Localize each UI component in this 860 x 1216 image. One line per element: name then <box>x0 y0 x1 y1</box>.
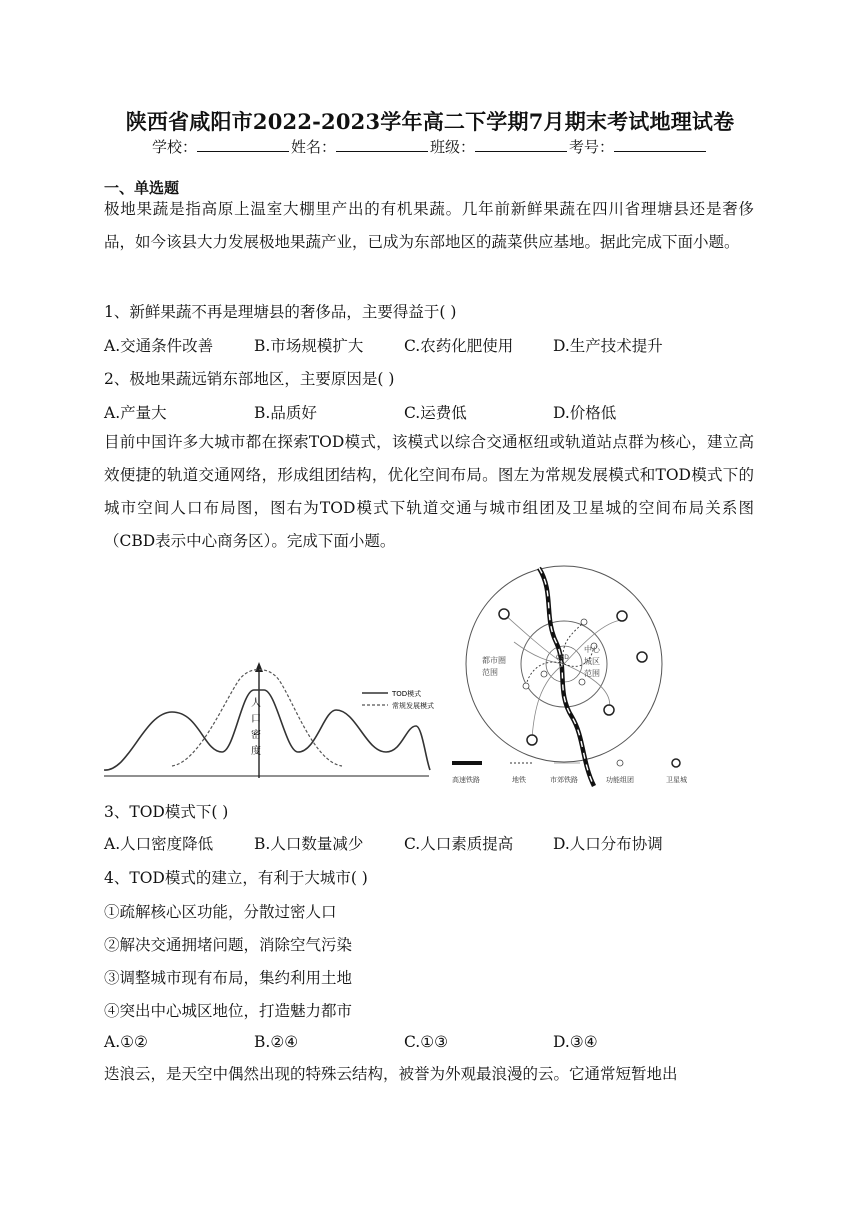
central-district-label-2: 城区 <box>584 657 600 666</box>
q3-option-a[interactable]: A.人口密度降低 <box>104 835 214 853</box>
name-label: 姓名： <box>290 138 336 156</box>
legend-tod-label: TOD模式 <box>392 690 422 698</box>
q2-option-d[interactable]: D.价格低 <box>553 404 617 422</box>
population-density-figure <box>104 660 444 780</box>
number-label: 考号： <box>569 138 615 156</box>
satellite-city <box>604 705 614 715</box>
q3-option-b[interactable]: B.人口数量减少 <box>254 835 364 853</box>
function-cluster <box>541 671 547 677</box>
passage-1: 极地果蔬是指高原上温室大棚里产出的有机果蔬。几年前新鲜果蔬在四川省理塘县还是奢侈品，如今该县大力发展极地果蔬产业，已成为东部地区的蔬菜供应基地。据此完成下面小题。 <box>104 200 754 251</box>
q2-option-c[interactable]: C.运费低 <box>404 404 467 422</box>
q3-option-c[interactable]: C.人口素质提高 <box>404 835 514 853</box>
class-blank[interactable] <box>475 137 567 152</box>
legend-suburban-label: 市郊铁路 <box>550 776 578 784</box>
q1-option-b[interactable]: B.市场规模扩大 <box>254 337 364 355</box>
school-blank[interactable] <box>197 137 289 152</box>
central-district-label-1: 中心 <box>584 645 600 654</box>
tod-layout-figure <box>444 562 714 788</box>
q1-option-a[interactable]: A.交通条件改善 <box>104 337 214 355</box>
q4-option-b[interactable]: B.②④ <box>254 1033 299 1051</box>
legend-hsr-label: 高速铁路 <box>452 776 480 784</box>
function-cluster <box>523 683 529 689</box>
question-3-stem: 3、TOD模式下( ) <box>104 803 229 821</box>
question-2-stem: 2、极地果蔬远销东部地区，主要原因是( ) <box>104 370 395 388</box>
q1-option-d[interactable]: D.生产技术提升 <box>553 337 663 355</box>
ylabel-char-1: 人 <box>251 698 261 709</box>
legend-metro-label: 地铁 <box>512 776 526 784</box>
number-blank[interactable] <box>614 137 706 152</box>
name-blank[interactable] <box>336 137 428 152</box>
q4-statement-4: ④突出中心城区地位，打造魅力都市 <box>104 1002 353 1020</box>
ylabel-char-3: 密 <box>251 730 261 741</box>
y-axis-arrow <box>255 662 263 672</box>
q4-statement-3: ③调整城市现有布局，集约利用土地 <box>104 969 353 987</box>
passage-2: 目前中国许多大城市都在探索TOD模式，该模式以综合交通枢纽或轨道站点群为核心，建立高效便捷的轨道交通网络，形成组团结构，优化空间布局。图左为常规发展模式和TOD模式下的城市空间人口布局图，图右为TOD模式下轨道交通与城市组团及卫星城的空间布局关系图（CBD表示中心商务区）。完成下面小题。 <box>104 433 754 550</box>
school-label: 学校： <box>151 138 197 156</box>
q4-option-a[interactable]: A.①② <box>104 1033 148 1051</box>
q4-statement-2: ②解决交通拥堵问题，消除空气污染 <box>104 936 353 954</box>
q2-option-b[interactable]: B.品质好 <box>254 404 317 422</box>
page-title: 陕西省咸阳市2022-2023学年高二下学期7月期末考试地理试卷 <box>125 109 735 134</box>
central-district-label-3: 范围 <box>584 669 600 678</box>
tod-curve <box>104 690 430 770</box>
metro-area-label-1: 都市圈 <box>482 656 506 665</box>
student-info-line <box>0 136 860 157</box>
cbd-label: CBD <box>556 654 569 661</box>
q2-option-a[interactable]: A.产量大 <box>104 404 167 422</box>
legend-hsr-swatch <box>452 761 482 765</box>
legend-satellite-label: 卫星城 <box>666 776 687 784</box>
satellite-city <box>617 611 627 621</box>
section-title: 一、单选题 <box>104 179 180 197</box>
satellite-city <box>527 735 537 745</box>
q1-option-c[interactable]: C.农药化肥使用 <box>404 337 514 355</box>
legend-cluster-swatch <box>617 760 623 766</box>
function-cluster <box>579 679 585 685</box>
ylabel-char-2: 口 <box>251 714 261 725</box>
metro-area-label-2: 范围 <box>482 668 498 677</box>
question-1-stem: 1、新鲜果蔬不再是理塘县的奢侈品，主要得益于( ) <box>104 303 457 321</box>
satellite-city <box>637 652 647 662</box>
ylabel-char-4: 度 <box>251 746 261 757</box>
satellite-city <box>499 609 509 619</box>
q4-option-c[interactable]: C.①③ <box>404 1033 449 1051</box>
q4-statement-1: ①疏解核心区功能，分散过密人口 <box>104 903 337 921</box>
passage-3: 迭浪云，是天空中偶然出现的特殊云结构，被誉为外观最浪漫的云。它通常短暂地出 <box>104 1065 678 1083</box>
legend-cluster-label: 功能组团 <box>606 776 634 784</box>
q4-option-d[interactable]: D.③④ <box>553 1033 598 1051</box>
q3-option-d[interactable]: D.人口分布协调 <box>553 835 663 853</box>
legend-conventional-label: 常规发展模式 <box>392 702 434 710</box>
function-cluster <box>581 619 587 625</box>
class-label: 班级： <box>430 138 476 156</box>
legend-satellite-swatch <box>672 759 680 767</box>
question-4-stem: 4、TOD模式的建立，有利于大城市( ) <box>104 869 368 887</box>
